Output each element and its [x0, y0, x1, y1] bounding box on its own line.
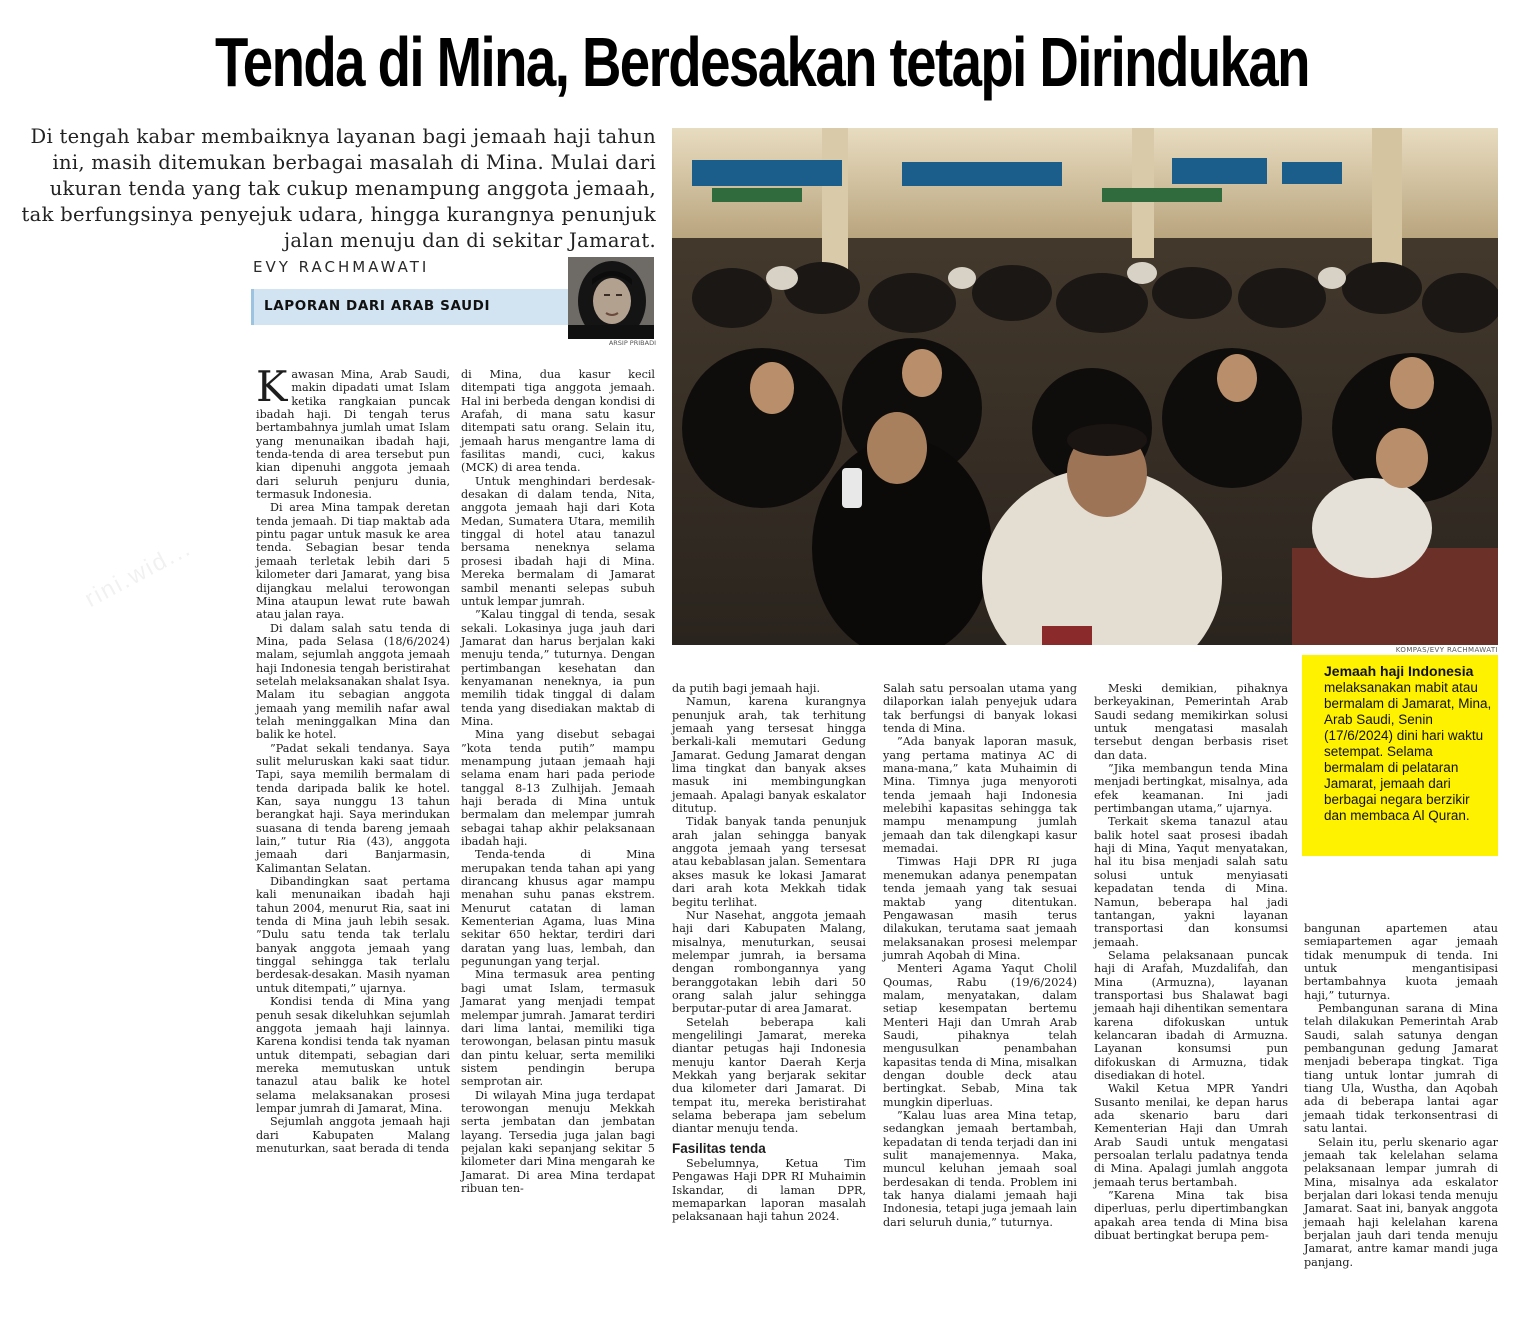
paragraph: Kondisi tenda di Mina yang penuh sesak dikeluhkan sejumlah anggota jemaah haji lainnya. Karena kondisi tenda tak nyaman untuk ditempati, sebagian dari mereka memutuskan untuk tanazul atau balik ke hotel selama melaksanakan prosesi lempar jumrah di Jamarat, Mina.	[256, 995, 450, 1115]
paragraph: Wakil Ketua MPR Yandri Susanto menilai, ke depan harus ada skenario baru dari Kementerian Haji dan Umrah Arab Saudi untuk mengatasi persoalan terlalu padatnya tenda di Mina. Apalagi jumlah anggota jemaah terus bertambah.	[1094, 1082, 1288, 1189]
crowd-photo-image	[672, 128, 1498, 645]
paragraph: ”Kalau tinggal di tenda, sesak sekali. Lokasinya juga jauh dari Jamarat dan harus berjalan kaki menuju tenda,” tuturnya. Dengan pertimbangan kesehatan dan kenyamanan neneknya, ia pun memilih tidak tinggal di dalam tenda yang disediakan maktab di Mina.	[461, 608, 655, 728]
article-column-2	[461, 368, 655, 1195]
drop-cap: K	[256, 362, 288, 411]
paragraph: Salah satu persoalan utama yang dilaporkan ialah penyejuk udara tak berfungsi di banyak lokasi tenda di Mina.	[883, 682, 1077, 736]
photo-caption	[1302, 655, 1498, 856]
article-column-4	[883, 682, 1077, 1229]
paragraph: Namun, karena kurangnya penunjuk arah, tak terhitung jemaah yang tersesat hingga berkali-kali memutari Gedung Jamarat. Gedung Jamarat dengan lima tingkat dan banyak akses masuk ini membingungkan jemaah. Apalagi banyak eskalator ditutup.	[672, 695, 866, 816]
caption-title: Jemaah haji Indonesia	[1324, 663, 1474, 679]
article-column-5	[1094, 682, 1288, 1242]
headline: Tenda di Mina, Berdesakan tetapi Dirindukan	[215, 23, 1309, 101]
article-column-6	[1304, 922, 1498, 1269]
paragraph: Selain itu, perlu skenario agar jemaah tak kelelahan selama pelaksanaan lempar jumrah di Mina, misalnya ada eskalator berjalan dari lokasi tenda menuju Jamarat. Saat ini, banyak anggota jemaah haji kelelahan karena berjalan jauh dari tenda menuju Jamarat, antre kamar mandi juga panjang.	[1304, 1135, 1498, 1269]
paragraph: Sejumlah anggota jemaah haji dari Kabupaten Malang menuturkan, saat berada di tenda	[256, 1115, 450, 1155]
paragraph: di Mina, dua kasur kecil ditempati tiga anggota jemaah. Hal ini berbeda dengan kondisi di Arafah, di mana satu kasur ditempati satu orang. Selain itu, jemaah harus mengantre lama di fasilitas mandi, cuci, kakus (MCK) di area tenda.	[461, 368, 655, 475]
paragraph: Timwas Haji DPR RI juga menemukan adanya penempatan tenda jemaah yang tak sesuai maktab yang ditentukan. Pengawasan masih terus dilakukan, terutama saat jemaah melaksanakan prosesi melempar jumrah Aqobah di Mina.	[883, 855, 1077, 962]
paragraph: bangunan apartemen atau semiapartemen agar jemaah tidak menumpuk di tenda. Ini untuk mengantisipasi bertambahnya kuota jemaah haji,” tuturnya.	[1304, 922, 1498, 1002]
paragraph: Tidak banyak tanda penunjuk arah jalan sehingga banyak anggota jemaah yang tersesat atau kebablasan jalan. Sementara akses masuk ke lokasi Jamarat dari arah kota Mekkah tidak begitu terlihat.	[672, 815, 866, 909]
article-column-1	[256, 362, 450, 1155]
photo-credit: KOMPAS/EVY RACHMAWATI	[1395, 646, 1498, 654]
paragraph: Terkait skema tanazul atau balik hotel saat prosesi ibadah haji di Mina, Yaqut menyatakan, hal itu bisa menjadi salah satu solusi untuk menyiasati kepadatan tenda di Mina. Namun, beberapa hal jadi tantangan, yakni layanan transportasi dan konsumsi jemaah.	[1094, 815, 1288, 949]
author-portrait-image	[568, 257, 654, 339]
main-photo	[672, 128, 1498, 645]
paragraph: ”Kalau luas area Mina tetap, sedangkan jemaah bertambah, kepadatan di tenda terjadi dan ini sulit manajemennya. Maka, muncul keluhan jemaah soal berdesakan di tenda. Problem ini tak hanya dialami jemaah haji Indonesia, tetapi juga jemaah lain dari seluruh dunia,” tuturnya.	[883, 1109, 1077, 1229]
paragraph: Untuk menghindari berdesak-desakan di dalam tenda, Nita, anggota jemaah haji dari Kota Medan, Sumatera Utara, memilih tinggal di hotel atau tanazul bersama neneknya selama prosesi ibadah haji di Mina. Mereka bermalam di Jamarat sambil menanti selepas subuh untuk lempar jumrah.	[461, 474, 655, 608]
subheading: Fasilitas tenda	[672, 1140, 766, 1156]
paragraph: Tenda-tenda di Mina merupakan tenda tahan api yang dirancang khusus agar mampu menahan suhu panas ekstrem. Menurut catatan di laman Kementerian Agama, luas Mina sekitar 650 hektar, terdiri dari daratan yang luas, lembah, dan pegunungan yang terjal.	[461, 848, 655, 969]
paragraph: Sebelumnya, Ketua Tim Pengawas Haji DPR RI Muhaimin Iskandar, di laman DPR, memaparkan laporan masalah pelaksanaan haji tahun 2024.	[672, 1157, 866, 1224]
paragraph: ”Padat sekali tendanya. Saya sulit meluruskan kaki saat tidur. Tapi, saya memilih bermalam di tenda daripada balik ke hotel. Kan, saya nunggu 13 tahun berangkat haji. Saya merindukan suasana di tenda bareng jemaah lain,” tutur Ria (43), anggota jemaah dari Banjarmasin, Kalimantan Selatan.	[256, 741, 450, 875]
paragraph: Di wilayah Mina juga terdapat terowongan menuju Mekkah serta jembatan dan jembatan layang. Tersedia juga jalan bagi pejalan kaki sepanjang sekitar 5 kilometer dari Mina mengarah ke Jamarat. Di area Mina terdapat ribuan ten-	[461, 1088, 655, 1195]
paragraph: ”Jika membangun tenda Mina menjadi bertingkat, misalnya, ada efek keamanan. Ini jadi pertimbangan utama,” ujarnya.	[1094, 762, 1288, 816]
paragraph: Mina yang disebut sebagai ”kota tenda putih” mampu menampung jutaan jemaah haji selama enam hari pada periode tanggal 8-13 Zulhijah. Jemaah haji berada di Mina untuk bermalam dan melempar jumrah sebagai tahap akhir pelaksanaan ibadah haji.	[461, 728, 655, 849]
paragraph: Di area Mina tampak deretan tenda jemaah. Di tiap maktab ada pintu pagar untuk masuk ke area tenda. Sebagian besar tenda jemaah terletak lebih dari 5 kilometer dari Jamarat, yang bisa dijangkau melalui terowongan Mina ataupun lewat rute bawah atau jalan raya.	[256, 501, 450, 622]
paragraph: ”Karena Mina tak bisa diperluas, perlu dipertimbangkan apakah area tenda di Mina bisa dibuat bertingkat berupa pem-	[1094, 1189, 1288, 1243]
paragraph: Meski demikian, pihaknya berkeyakinan, Pemerintah Arab Saudi sedang memikirkan solusi untuk mengatasi masalah tersebut dengan berbasis riset dan data.	[1094, 682, 1288, 762]
paragraph: Setelah beberapa kali mengelilingi Jamarat, mereka diantar petugas haji Indonesia menuju kantor Daerah Kerja Mekkah yang berjarak sekitar dua kilometer dari Jamarat. Di tempat itu, mereka beristirahat selama beberapa jam sebelum diantar menuju tenda.	[672, 1015, 866, 1136]
paragraph: Pembangunan sarana di Mina telah dilakukan Pemerintah Arab Saudi, salah satunya dengan pembangunan gedung Jamarat menjadi beberapa tingkat. Tiga tiang untuk lontar jumrah di tiang Ula, Wustha, dan Aqobah ada di beberapa lantai agar jemaah tidak terkonsentrasi di satu lantai.	[1304, 1002, 1498, 1136]
paragraph: Mina termasuk area penting bagi umat Islam, termasuk Jamarat yang menjadi tempat melempar jumrah. Jamarat terdiri dari lima lantai, memiliki tiga terowongan, belasan pintu masuk dan pintu keluar, serta memiliki sistem pendingin berupa semprotan air.	[461, 968, 655, 1089]
paragraph: da putih bagi jemaah haji.	[672, 682, 820, 695]
report-location-label: LAPORAN DARI ARAB SAUDI	[264, 298, 491, 314]
portrait-credit: ARSIP PRIBADI	[608, 339, 656, 347]
article-deck: Di tengah kabar membaiknya layanan bagi jemaah haji tahun ini, masih ditemukan berbagai masalah di Mina. Mulai dari ukuran tenda yang tak cukup menampung anggota jemaah, tak berfungsinya penyejuk udara, hingga kurangnya penunjuk jalan menuju dan di sekitar Jamarat.	[21, 125, 656, 252]
caption-body: melaksanakan mabit atau bermalam di Jamarat, Mina, Arab Saudi, Senin (17/6/2024) dini hari waktu setempat. Selama bermalam di pelataran Jamarat, jemaah dari berbagai negara berzikir dan membaca Al Quran.	[1324, 680, 1492, 823]
author-portrait	[568, 257, 654, 339]
paragraph: Di dalam salah satu tenda di Mina, pada Selasa (18/6/2024) malam, sejumlah anggota jemaah haji Indonesia tengah beristirahat setelah melaksanakan shalat Isya. Malam itu sebagian anggota jemaah yang memilih nafar awal telah meninggalkan Mina dan balik ke hotel.	[256, 621, 450, 742]
paragraph: Kawasan Mina, Arab Saudi, makin dipadati umat Islam ketika rangkaian puncak ibadah haji. Di tengah terus bertambahnya jumlah umat Islam yang menunaikan ibadah haji, tenda-tenda di area tersebut pun kian dipenuhi anggota jemaah dari seluruh penjuru dunia, termasuk Indonesia.	[256, 362, 450, 502]
paragraph: ”Ada banyak laporan masuk, yang pertama matinya AC di mana-mana,” kata Muhaimin di Mina. Timnya juga menyoroti tenda jemaah haji Indonesia melebihi kapasitas sehingga tak mampu menampung jumlah jemaah dan tak dilengkapi kasur memadai.	[883, 735, 1077, 856]
paragraph: Dibandingkan saat pertama kali menunaikan ibadah haji tahun 2004, menurut Ria, saat ini tenda di Mina jauh lebih sesak. ”Dulu satu tenda tak terlalu banyak anggota jemaah yang tinggal sehingga tak terlalu berdesak-desakan. Masih nyaman untuk ditempati,” ujarnya.	[256, 875, 450, 995]
author-byline: EVY RACHMAWATI	[253, 258, 430, 276]
report-location-bar	[251, 289, 572, 325]
paragraph: Menteri Agama Yaqut Cholil Qoumas, Rabu (19/6/2024) malam, menyatakan, dalam setiap kesempatan bertemu Menteri Haji dan Umrah Arab Saudi, pihaknya telah mengusulkan penambahan kapasitas tenda di Mina, misalkan dengan double deck atau bertingkat. Sebab, Mina tak mungkin diperluas.	[883, 962, 1077, 1109]
watermark: rini.wid...	[80, 534, 196, 613]
paragraph: Selama pelaksanaan puncak haji di Arafah, Muzdalifah, dan Mina (Armuzna), layanan transportasi bus Shalawat bagi jemaah haji dihentikan sementara karena difokuskan untuk kelancaran ibadah di Armuzna. Layanan konsumsi pun difokuskan di Armuzna, tidak disediakan di hotel.	[1094, 948, 1288, 1082]
article-column-3	[672, 682, 866, 1224]
paragraph: Nur Nasehat, anggota jemaah haji dari Kabupaten Malang, misalnya, menuturkan, seusai melempar jumrah, ia bersama dengan rombongannya yang beranggotakan lebih dari 50 orang salah jalur sehingga berputar-putar di area Jamarat.	[672, 908, 866, 1016]
